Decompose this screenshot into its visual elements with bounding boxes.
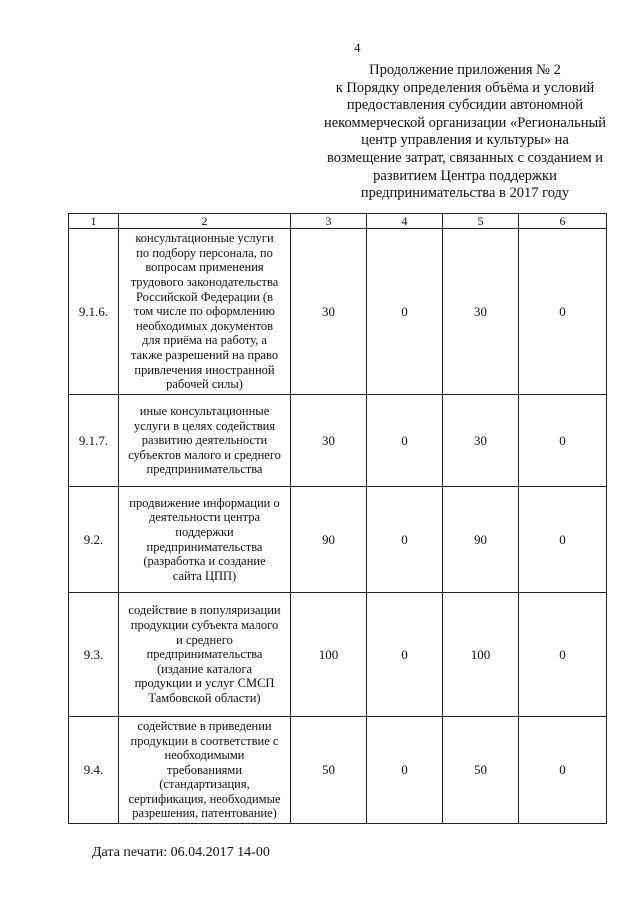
description-line: (издание каталога (156, 661, 253, 676)
description-line: необходимых документов (136, 318, 273, 333)
header-line: предоставления субсидии автономной (346, 97, 584, 114)
description-line: том числе по оформлению (134, 304, 275, 319)
description-line: продукции субъекта малого (130, 618, 279, 633)
table-header-row (69, 214, 607, 229)
description-line: иные консультационные (139, 404, 270, 419)
description-line: необходимыми (164, 748, 245, 763)
row-code: 9.2. (69, 487, 119, 593)
description-line: консультационные услуги (135, 231, 274, 246)
cell-col3: 90 (291, 487, 367, 593)
description-line: трудового законодательства (130, 275, 279, 290)
header-line: некоммерческой организации «Региональный (323, 114, 607, 131)
row-description (119, 487, 291, 593)
description-line: сайта ЦПП) (172, 568, 237, 583)
header-line: центр управления и культуры» на (361, 132, 569, 149)
cell-col4: 0 (367, 395, 443, 487)
row-description (119, 593, 291, 717)
description-line: сертификация, необходимые (128, 791, 281, 806)
subsidy-table (68, 213, 607, 824)
table-row (69, 395, 607, 487)
row-code: 9.3. (69, 593, 119, 717)
description-line: привлечения иностранной (134, 362, 275, 377)
description-line: продукции и услуг СМСП (134, 676, 275, 691)
description-line: рабочей силы) (166, 377, 243, 392)
row-description (119, 395, 291, 487)
description-line: содействие в приведении (137, 718, 272, 733)
column-header: 1 (69, 214, 119, 229)
table-row (69, 593, 607, 717)
header-line: возмещение затрат, связанных с созданием и (326, 149, 604, 166)
table-row (69, 717, 607, 824)
description-line: продукции в соответствие с (130, 733, 279, 748)
description-line: деятельности центра (148, 510, 261, 525)
cell-col6: 0 (519, 593, 607, 717)
cell-col5: 100 (443, 593, 519, 717)
description-line: поддержки (175, 524, 234, 539)
cell-col3: 50 (291, 717, 367, 824)
description-line: также разрешений на право (130, 347, 279, 362)
description-line: (стандартизация, (159, 777, 250, 792)
row-description (119, 229, 291, 395)
appendix-header (300, 62, 630, 203)
description-line: услуги в целях содействия (133, 418, 276, 433)
cell-col6: 0 (519, 395, 607, 487)
cell-col4: 0 (367, 229, 443, 395)
description-line: предпринимательства (146, 462, 263, 477)
description-line: по подбору персонала, по (136, 245, 273, 260)
description-line: (разработка и создание (143, 554, 266, 569)
cell-col6: 0 (519, 487, 607, 593)
header-line: Продолжение приложения № 2 (369, 62, 561, 78)
description-line: разрешения, патентование) (132, 806, 277, 821)
cell-col4: 0 (367, 487, 443, 593)
table-row (69, 229, 607, 395)
cell-col4: 0 (367, 593, 443, 717)
description-line: требованиями (166, 762, 243, 777)
cell-col6: 0 (519, 717, 607, 824)
cell-col5: 30 (443, 395, 519, 487)
cell-col5: 50 (443, 717, 519, 824)
cell-col6: 0 (519, 229, 607, 395)
cell-col3: 30 (291, 395, 367, 487)
row-code: 9.1.6. (69, 229, 119, 395)
cell-col4: 0 (367, 717, 443, 824)
column-header: 4 (367, 214, 443, 229)
header-line: развитием Центра поддержки (373, 167, 557, 184)
column-header: 5 (443, 214, 519, 229)
column-header: 6 (519, 214, 607, 229)
column-header: 2 (119, 214, 291, 229)
cell-col3: 30 (291, 229, 367, 395)
description-line: для приёма на работу, а (142, 333, 267, 348)
cell-col5: 30 (443, 229, 519, 395)
description-line: вопросам применения (145, 260, 264, 275)
row-description (119, 717, 291, 824)
page-number: 4 (354, 40, 361, 55)
description-line: содействие в популяризации (128, 603, 281, 618)
description-line: предпринимательства (146, 647, 263, 662)
header-line: предпринимательства в 2017 году (360, 185, 570, 202)
print-date: Дата печати: 06.04.2017 14-00 (92, 845, 270, 860)
row-code: 9.4. (69, 717, 119, 824)
description-line: Тамбовской области) (148, 690, 261, 705)
description-line: предпринимательства (146, 539, 263, 554)
row-code: 9.1.7. (69, 395, 119, 487)
description-line: и среднего (176, 632, 233, 647)
description-line: субъектов малого и среднего (128, 447, 281, 462)
description-line: Российской Федерации (в (136, 289, 273, 304)
column-header: 3 (291, 214, 367, 229)
description-line: продвижение информации о (129, 495, 280, 510)
cell-col5: 90 (443, 487, 519, 593)
description-line: развитию деятельности (141, 433, 268, 448)
cell-col3: 100 (291, 593, 367, 717)
table-row (69, 487, 607, 593)
header-line: к Порядку определения объёма и условий (335, 79, 595, 96)
